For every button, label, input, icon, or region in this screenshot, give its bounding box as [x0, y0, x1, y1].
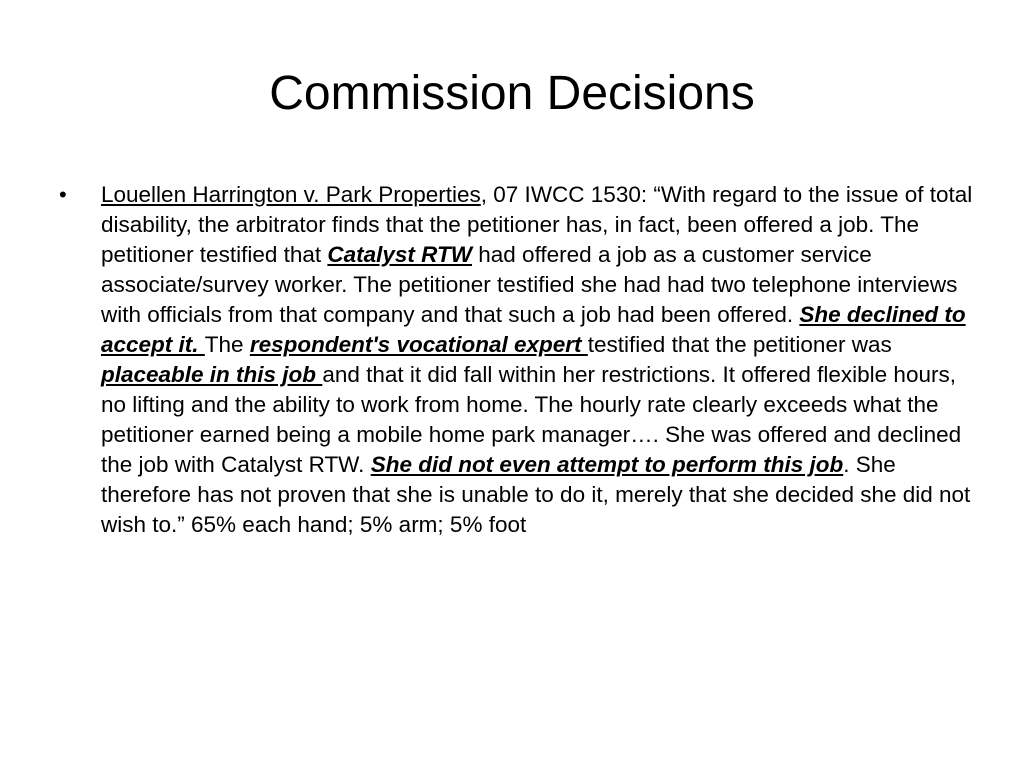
text-segment: . She therefore has not proven that she is unable to do it, merely that she decided she did not wish to.” 65% each hand; 5% arm; 5% foot — [101, 452, 971, 537]
slide-content — [55, 180, 975, 540]
emphasis-catalyst-rtw: Catalyst RTW — [327, 242, 473, 267]
bullet-item — [55, 180, 975, 540]
text-segment: The — [204, 332, 250, 357]
emphasis-vocational-expert: respondent's vocational expert — [249, 332, 588, 357]
emphasis-declined: She declined to accept it. — [101, 302, 966, 357]
bullet-marker: • — [59, 182, 67, 207]
emphasis-did-not-attempt: She did not even attempt to perform this job — [370, 452, 844, 477]
text-segment: , 07 IWCC 1530: “With regard to the issue of total disability, the arbitrator finds that the petitioner has, in fact, been offered a job. The petitioner testified that — [101, 182, 973, 267]
text-segment: and that it did fall within her restrictions. It offered flexible hours, no lifting and the ability to work from home. The hourly rate clearly exceeds what the petitioner earned being a mobile home park manager…. She was offered and declined the job with Catalyst RTW. — [101, 362, 962, 477]
bullet-text — [101, 180, 975, 540]
text-segment: had offered a job as a customer service associate/survey worker. The petitioner testified she had had two telephone interviews with officials from that company and that such a job had been offered. — [101, 242, 958, 327]
text-segment: testified that the petitioner was — [587, 332, 892, 357]
case-name: Louellen Harrington v. Park Properties — [101, 182, 481, 207]
slide-title: Commission Decisions — [269, 67, 755, 120]
emphasis-placeable: placeable in this job — [101, 362, 323, 387]
